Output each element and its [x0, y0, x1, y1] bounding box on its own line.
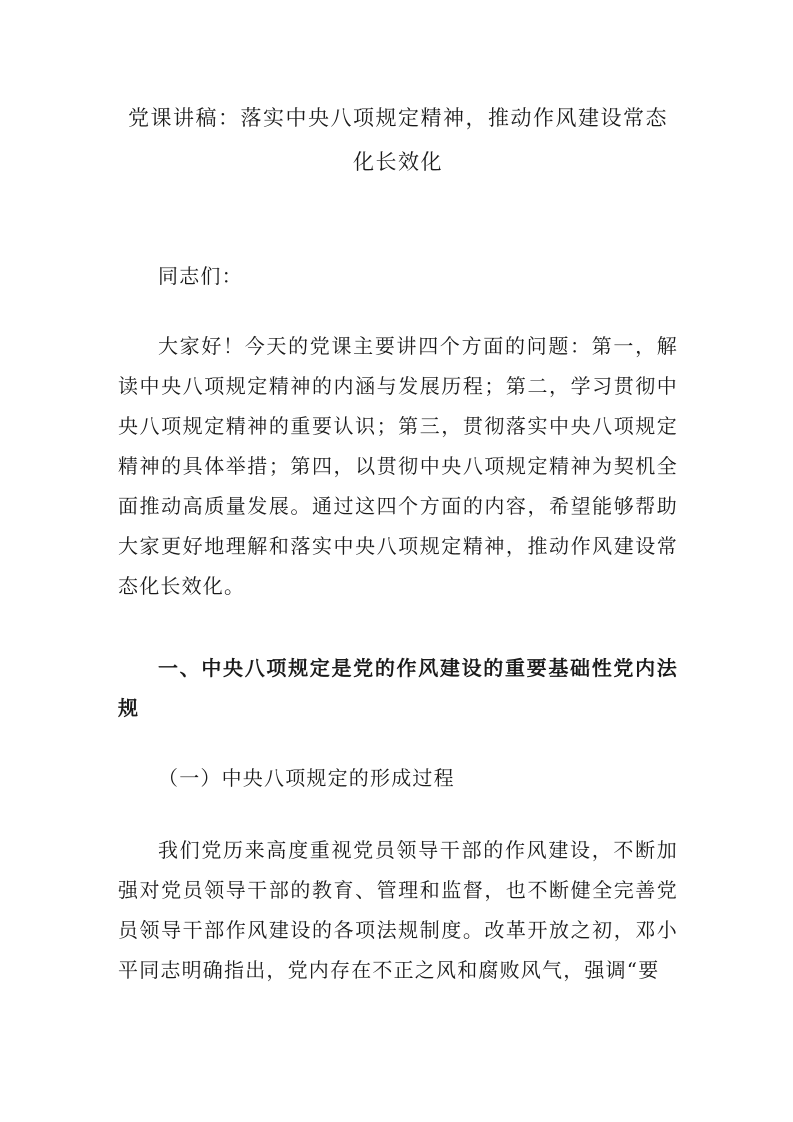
section-heading: 一、中央八项规定是党的作风建设的重要基础性党内法规 — [118, 656, 678, 720]
document-title: 党课讲稿：落实中央八项规定精神，推动作风建设常态化长效化 — [128, 106, 668, 174]
subsection-heading: （一）中央八项规定的形成过程 — [158, 766, 455, 790]
greeting-paragraph: 同志们： — [158, 264, 243, 288]
body-paragraph: 我们党历来高度重视党员领导干部的作风建设，不断加强对党员领导干部的教育、管理和监督，也不断健全完善党员领导干部作风建设的各项法规制度。改革开放之初，邓小平同志明确指出，党内存在不正之风和腐败风气，强调“要 — [118, 838, 678, 982]
intro-paragraph: 大家好！今天的党课主要讲四个方面的问题：第一，解读中央八项规定精神的内涵与发展历程；第二，学习贯彻中央八项规定精神的重要认识；第三，贯彻落实中央八项规定精神的具体举措；第四，以贯彻中央八项规定精神为契机全面推动高质量发展。通过这四个方面的内容，希望能够帮助大家更好地理解和落实中央八项规定精神，推动作风建设常态化长效化。 — [118, 334, 678, 598]
